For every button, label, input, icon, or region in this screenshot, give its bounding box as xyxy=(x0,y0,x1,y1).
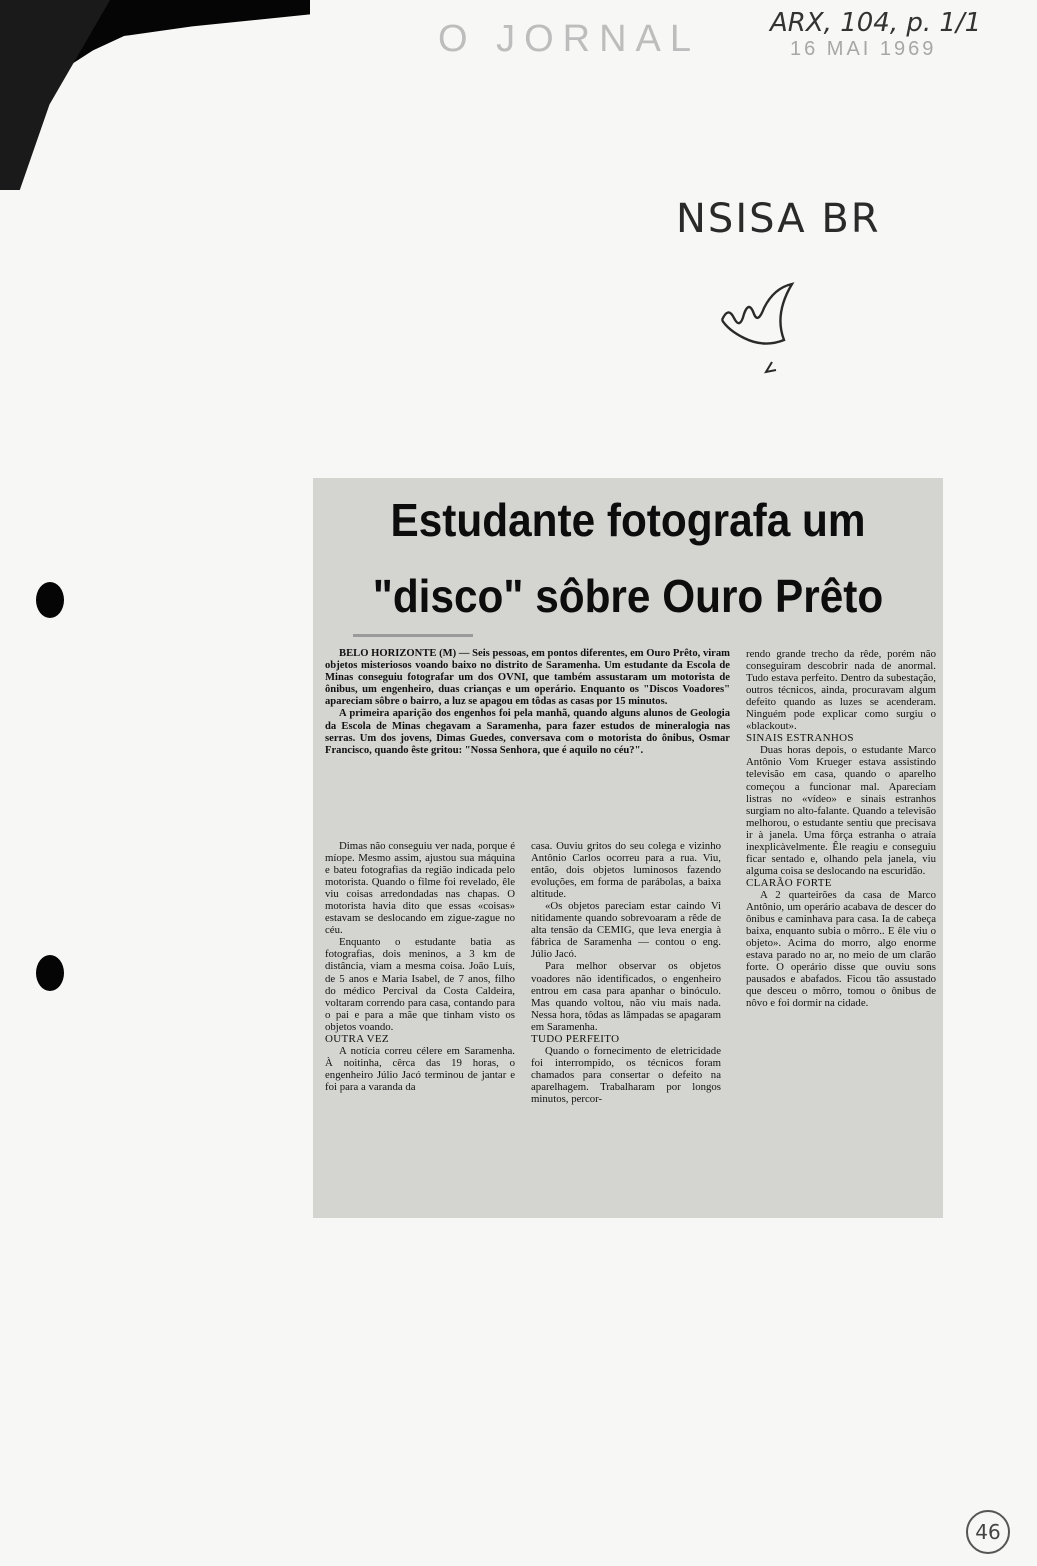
lead-paragraph: A primeira aparição dos engenhos foi pela manhã, quando alguns alunos de Geologia da Escola de Minas chegavam a Saramenha, para fazer estudos de mineralogia nas serras. Um dos jovens, Dimas Guedes, conversava com o motorista do ônibus, Osmar Francisco, quando êste gritou: "Nossa Senhora, que é aquilo no céu?". xyxy=(325,708,730,756)
subheading: SINAIS ESTRANHOS xyxy=(746,732,854,745)
lead-paragraph: BELO HORIZONTE (M) — Seis pessoas, em pontos diferentes, em Ouro Prêto, viram objetos misteriosos voando baixo no distrito de Saramenha. Um estudante da Escola de Minas conseguiu fotografar um dos OVNI, que também assustaram um motorista de ônibus, um engenheiro, duas crianças e um operário. Enquanto os "Discos Voadores" apareciam sôbre o bairro, a luz se apagou em tôdas as casas por 15 minutos. xyxy=(325,648,731,708)
handwritten-code: NSISA BR xyxy=(676,196,881,242)
archive-reference: ARX, 104, p. 1/1 xyxy=(770,8,982,38)
article-column-2 xyxy=(531,840,721,1105)
paragraph: «Os objetos pareciam estar caindo Vi nitidamente quando sobrevoaram a rêde de alta tensão da CEMIG, que leva energia à fábrica de Saramenha — contou o eng. Júlio Jacó. xyxy=(531,900,721,961)
paragraph: A 2 quarteirões da casa de Marco Antônio, um operário acabava de descer do ônibus e caminhava para casa. Ia de cabeça baixa, enquanto subia o môrro.. E êle viu o objeto». Acima do morro, algo enorme estava parado no ar, no meio de um clarão forte. O operário disse que ouviu sons pausados e abafados. Ficou tão assustado que desceu o môrro, tomou o ônibus de nôvo e foi dormir na cidade. xyxy=(746,888,936,1010)
article-column-1 xyxy=(325,840,515,1093)
subheading: TUDO PERFEITO xyxy=(531,1032,620,1045)
subheading: OUTRA VEZ xyxy=(325,1032,389,1045)
article-lead xyxy=(325,648,730,757)
paragraph: Duas horas depois, o estudante Marco Antônio Vom Krueger estava assistindo televisão em casa, quando o aparelho começou a funcionar mal. Apareciam listras no «vídeo» e sinais estranhos surgiam no alto-falante. Quando a televisão melhorou, o estudante sentiu que precisava ir à janela. Uma fôrça estranha o atraía inexplicàvelmente. Êle reagiu e conseguiu ficar sentado e, olhando pela janela, viu alguma coisa se deslocando na escuridão. xyxy=(746,744,936,877)
binder-hole xyxy=(36,955,64,991)
scan-edge-shade xyxy=(0,0,110,190)
article-column-3 xyxy=(746,648,936,1009)
headline-line-1: Estudante fotografa um xyxy=(390,494,866,546)
paragraph: Quando o fornecimento de eletricidade foi interrompido, os técnicos foram chamados para consertar o defeito na aparelhagem. Trabalharam por longos minutos, percor- xyxy=(531,1044,721,1105)
paragraph: Dimas não conseguiu ver nada, porque é míope. Mesmo assim, ajustou sua máquina e bateu fotografias da região indicada pelo motorista. Quando o filme foi revelado, êle viu coisas arredondadas nas chapas. O motorista havia dito que essas «coisas» estavam se deslocando em zigue-zague no céu. xyxy=(325,840,515,937)
paragraph: A notícia correu célere em Saramenha. À noitinha, cêrca das 19 horas, o engenheiro Júlio Jacó terminou de jantar e foi para a varanda da xyxy=(325,1044,515,1093)
newspaper-clipping xyxy=(313,478,943,1218)
paragraph: Para melhor observar os objetos voadores não identificados, o engenheiro entrou em casa para apanhar o binóculo. Mas quando voltou, não viu mais nada. Nessa hora, tôdas as lâmpadas se apagaram em Saramenha. xyxy=(531,960,721,1033)
headline-line-2: "disco" sôbre Ouro Prêto xyxy=(372,570,884,622)
page-number: 46 xyxy=(966,1510,1010,1554)
dateline: BELO HORIZONTE (M) — xyxy=(339,648,470,659)
handwritten-signature xyxy=(712,270,822,380)
subheading: CLARÃO FORTE xyxy=(746,876,832,889)
date-stamp: 16 MAI 1969 xyxy=(790,38,937,60)
paragraph: rendo grande trecho da rêde, porém não conseguiram descobrir nada de anormal. Tudo estava perfeito. Dentro da subestação, outros técnicos, ainda, procuravam algum defeito quando as luzes se acenderam. Ninguém pode explicar como surgiu o «blackout». xyxy=(746,648,936,733)
headline-underline xyxy=(353,634,473,637)
paragraph: Enquanto o estudante batia as fotografias, dois meninos, a 3 km de distância, viam a mesma coisa. João Luís, de 5 anos e Maria Isabel, de 7 anos, filho do médico Percival da Costa Caldeira, voltaram correndo para casa, contando para o pai e para a mãe que tinham visto os objetos voando. xyxy=(325,936,515,1033)
newspaper-name: O JORNAL xyxy=(438,18,701,60)
binder-hole xyxy=(36,582,64,618)
paragraph: casa. Ouviu gritos do seu colega e vizinho Antônio Carlos ocorreu para a rua. Viu, então, dois objetos luminosos fazendo evoluções, em forma de parábolas, a baixa altitude. xyxy=(531,840,721,901)
article-headline xyxy=(338,482,918,634)
